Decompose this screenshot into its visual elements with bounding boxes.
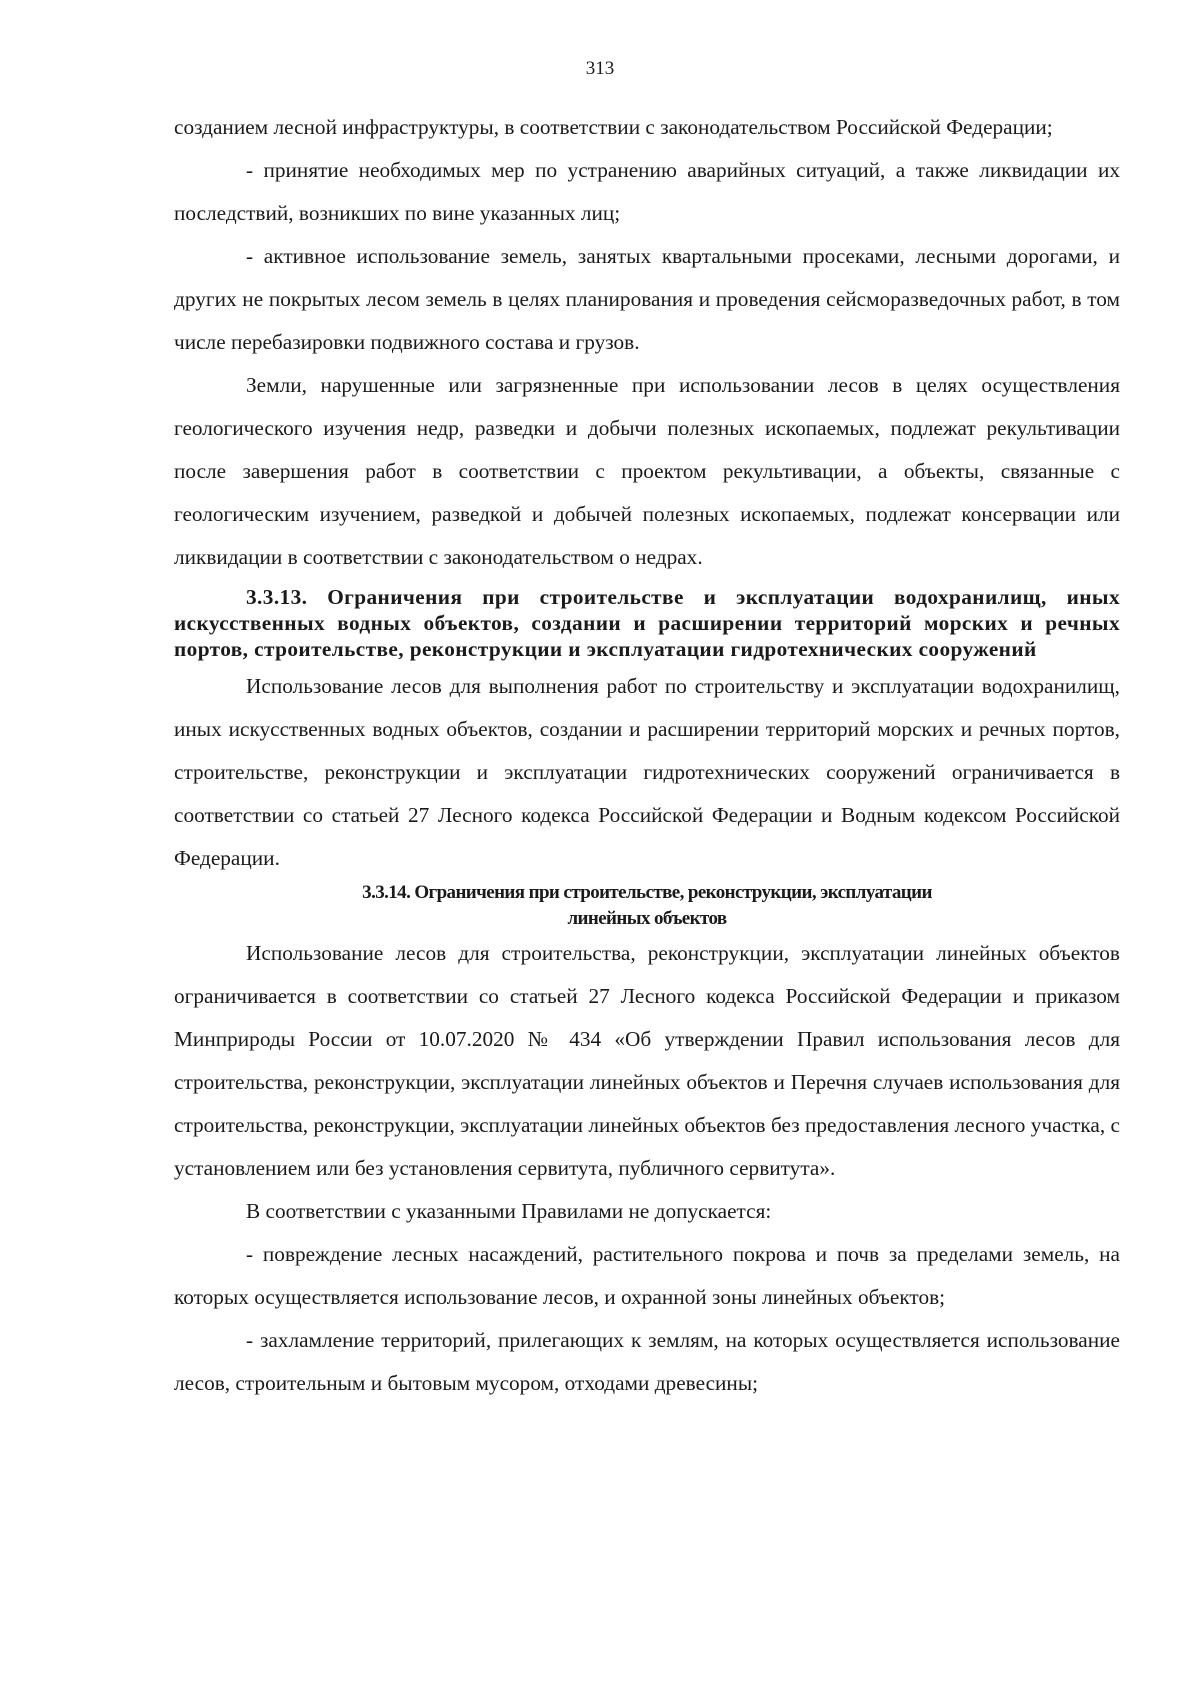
paragraph: - активное использование земель, занятых квартальными просеками, лесными дорогами, и других не покрытых лесом земель в целях планирования и проведения сейсморазведочных работ, в том числе перебазировки подвижного состава и грузов. [174, 244, 1120, 354]
section-heading-line: линейных объектов [567, 908, 727, 929]
paragraph: Использование лесов для выполнения работ по строительству и эксплуатации водохранилищ, иных искусственных водных объектов, создании и расширении территорий морских и речных портов, строительстве, реконструкции и эксплуатации гидротехнических сооружений ограничивается в соответствии со статьей 27 Лесного кодекса Российской Федерации и Водным кодексом Российской Федерации. [174, 674, 1120, 870]
paragraph: В соответствии с указанными Правилами не допускается: [246, 1199, 772, 1223]
document-body [174, 106, 1120, 1405]
paragraph: Использование лесов для строительства, реконструкции, эксплуатации линейных объектов ограничивается в соответствии со статьей 27 Лесного кодекса Российской Федерации и приказом Минприроды России от 10.07.2020 № 434 «Об утверждении Правил использования лесов для строительства, реконструкции, эксплуатации линейных объектов и Перечня случаев использования для строительства, реконструкции, эксплуатации линейных объектов без предоставления лесного участка, с установлением или без установления сервитута, публичного сервитута». [174, 941, 1120, 1180]
paragraph: Земли, нарушенные или загрязненные при использовании лесов в целях осуществления геологического изучения недр, разведки и добычи полезных ископаемых, подлежат рекультивации после завершения работ в соответствии с проектом рекультивации, а объекты, связанные с геологическим изучением, разведкой и добычей полезных ископаемых, подлежат консервации или ликвидации в соответствии с законодательством о недрах. [174, 373, 1120, 569]
paragraph: - повреждение лесных насаждений, растительного покрова и почв за пределами земель, на которых осуществляется использование лесов, и охранной зоны линейных объектов; [174, 1242, 1120, 1309]
paragraph: созданием лесной инфраструктуры, в соответствии с законодательством Российской Федерации; [174, 115, 1053, 139]
section-heading-3-3-13: 3.3.13. Ограничения при строительстве и эксплуатации водохранилищ, иных искусственных водных объектов, создании и расширении территорий морских и речных портов, строительстве, реконструкции и эксплуатации гидротехнических сооружений [174, 585, 1120, 661]
page-number: 313 [585, 58, 615, 79]
paragraph: - захламление территорий, прилегающих к землям, на которых осуществляется использование лесов, строительным и бытовым мусором, отходами древесины; [174, 1328, 1120, 1395]
paragraph: - принятие необходимых мер по устранению аварийных ситуаций, а также ликвидации их последствий, возникших по вине указанных лиц; [174, 158, 1120, 225]
section-heading-3-3-14 [174, 880, 1120, 932]
section-heading-line: 3.3.14. Ограничения при строительстве, реконструкции, эксплуатации [362, 882, 932, 903]
